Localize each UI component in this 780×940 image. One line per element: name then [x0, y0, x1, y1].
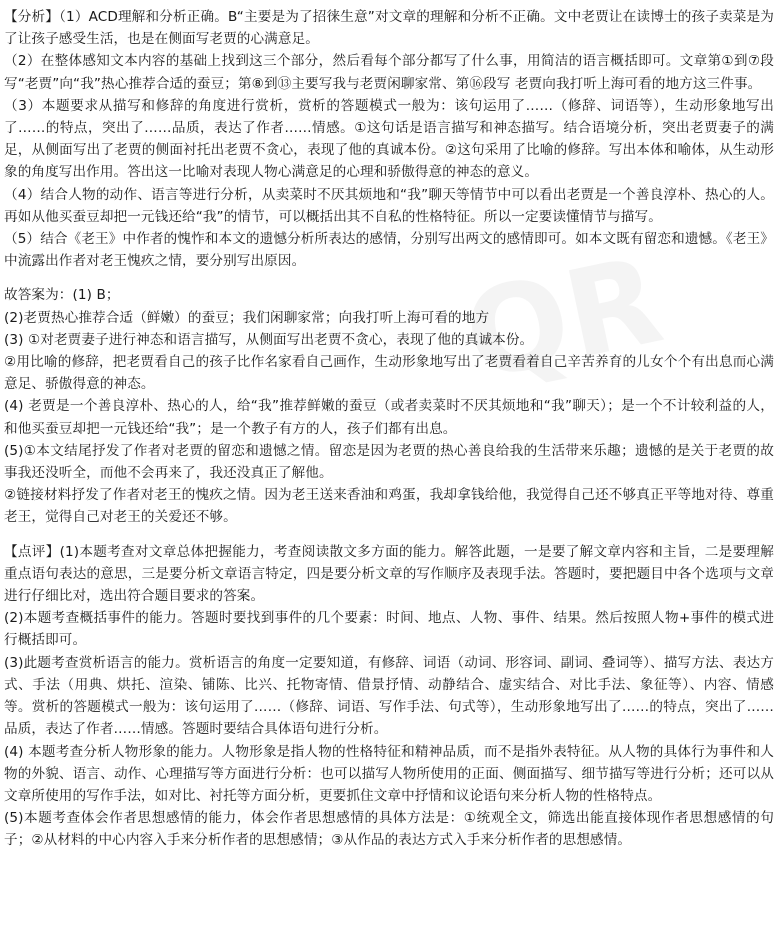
answer-5-part-1: (5)①本文结尾抒发了作者对老贾的留恋和遗憾之情。留恋是因为老贾的热心善良给我的生活带来乐趣；遗憾的是关于老贾的故事我还没听全，而他不会再来了，我还没真正了解他。 — [4, 442, 774, 482]
answer-5-part-2: ②链接材料抒发了作者对老王的愧疚之情。因为老王送来香油和鸡蛋，我却拿钱给他，我觉得自己还不够真正平等地对待、尊重老王，觉得自己对老王的关爱还不够。 — [4, 487, 774, 526]
comment-1: 【点评】(1)本题考查对文章总体把握能力，考查阅读散文多方面的能力。解答此题，一是要了解文章内容和主旨，二是要理解重点语句表达的意思，三是要分析文章语言特定，四是要分析文章的写作顺序及表现手法。答题时，要把题目中各个选项与文章进行仔细比对，选出符合题目要求的答案。 — [4, 543, 774, 605]
analysis-part-1: 【分析】（1）ACD理解和分析正确。B“主要是为了招徕生意”对文章的理解和分析不正确。文中老贾让在读博士的孩子卖菜是为了让孩子感受生活，也是在侧面写老贾的心满意足。 — [4, 9, 774, 48]
comment-3: (3)此题考查赏析语言的能力。赏析语言的角度一定要知道，有修辞、词语（动词、形容词、副词、叠词等）、描写方法、表达方式、手法（用典、烘托、渲染、铺陈、比兴、托物寄情、借景抒情、动静结合、虚实结合、对比手法、象征等）、内容、情感等。赏析的答题模式一般为：该句运用了……（修辞、词语、写作手法、句式等），生动形象地写出了……的特点，突出了……品质，表达了作者……情感。答题时要结合具体语句进行分析。 — [4, 654, 774, 738]
answer-intro: 故答案为：(1) B； — [4, 287, 120, 304]
analysis-part-5: （5）结合《老王》中作者的愧怍和本文的遗憾分析所表达的感情，分别写出两文的感情即可。如本文既有留恋和遗憾。《老王》中流露出作者对老王愧疚之情，要分别写出原因。 — [4, 231, 774, 270]
spacer — [4, 272, 774, 284]
answer-3-part-2: ②用比喻的修辞，把老贾看自己的孩子比作名家看自己画作，生动形象地写出了老贾看着自己辛苦养育的儿女个个有出息而心满意足、骄傲得意的神态。 — [4, 354, 774, 393]
analysis-part-2: （2）在整体感知文本内容的基础上找到这三个部分，然后看每个部分都写了什么事，用简洁的语言概括即可。文章第①到⑦段写“老贾”向“我”热心推荐合适的蚕豆；第⑧到⑬主要写我与老贾闲聊家常、第⑯段写 老贾向我打听上海可看的地方这三件事。 — [4, 53, 774, 92]
answer-4: (4) 老贾是一个善良淳朴、热心的人，给“我”推荐鲜嫩的蚕豆（或者卖菜时不厌其烦地和“我”聊天）；是一个不计较利益的人，和他买蚕豆却把一元钱还给“我”；是一个教子有方的人，孩子们都有出息。 — [4, 398, 774, 437]
watermark: QR — [453, 231, 673, 408]
spacer — [4, 529, 774, 541]
comment-5: (5)本题考查体会作者思想感情的能力，体会作者思想感情的具体方法是：①统观全文，筛选出能直接体现作者思想感情的句子；②从材料的中心内容入手来分析作者的思想感情；③从作品的表达方式入手来分析作者的思想感情。 — [4, 810, 774, 849]
answer-3-part-1: (3) ①对老贾妻子进行神态和语言描写，从侧面写出老贾不贪心，表现了他的真诚本份。 — [4, 331, 534, 348]
answer-2: (2)老贾热心推荐合适（鲜嫩）的蚕豆；我们闲聊家常；向我打听上海可看的地方 — [4, 309, 490, 326]
comment-2: (2)本题考查概括事件的能力。答题时要找到事件的几个要素：时间、地点、人物、事件、结果。然后按照人物+事件的模式进行概括即可。 — [4, 610, 774, 649]
analysis-part-3: （3）本题要求从描写和修辞的角度进行赏析，赏析的答题模式一般为：该句运用了……（修辞、词语等），生动形象地写出了……的特点，突出了……品质，表达了作者……情感。①这句话是语言描写和神态描写。结合语境分析，突出老贾妻子的满足，从侧面写出了老贾的侧面衬托出老贾不贪心，表现了他的真诚本份。②这句采用了比喻的修辞。写出本体和喻体，从生动形象的角度写出作用。答出这一比喻对表现人物心满意足的心理和骄傲得意的神态的意义。 — [4, 97, 774, 181]
comment-4: (4) 本题考查分析人物形象的能力。人物形象是指人物的性格特征和精神品质，而不是指外表特征。从人物的具体行为事件和人物的外貌、语言、动作、心理描写等方面进行分析：也可以描写人物所使用的正面、侧面描写、细节描写等进行分析；还可以从文章所使用的写作手法，如对比、衬托等方面分析，更要抓住文章中抒情和议论语句来分析人物的性格特点。 — [4, 743, 774, 804]
analysis-part-4: （4）结合人物的动作、语言等进行分析，从卖菜时不厌其烦地和“我”聊天等情节中可以看出老贾是一个善良淳朴、热心的人。再如从他买蚕豆却把一元钱还给“我”的情节，可以概括出其不自私的性格特征。所以一定要读懂情节与描写。 — [4, 186, 774, 225]
